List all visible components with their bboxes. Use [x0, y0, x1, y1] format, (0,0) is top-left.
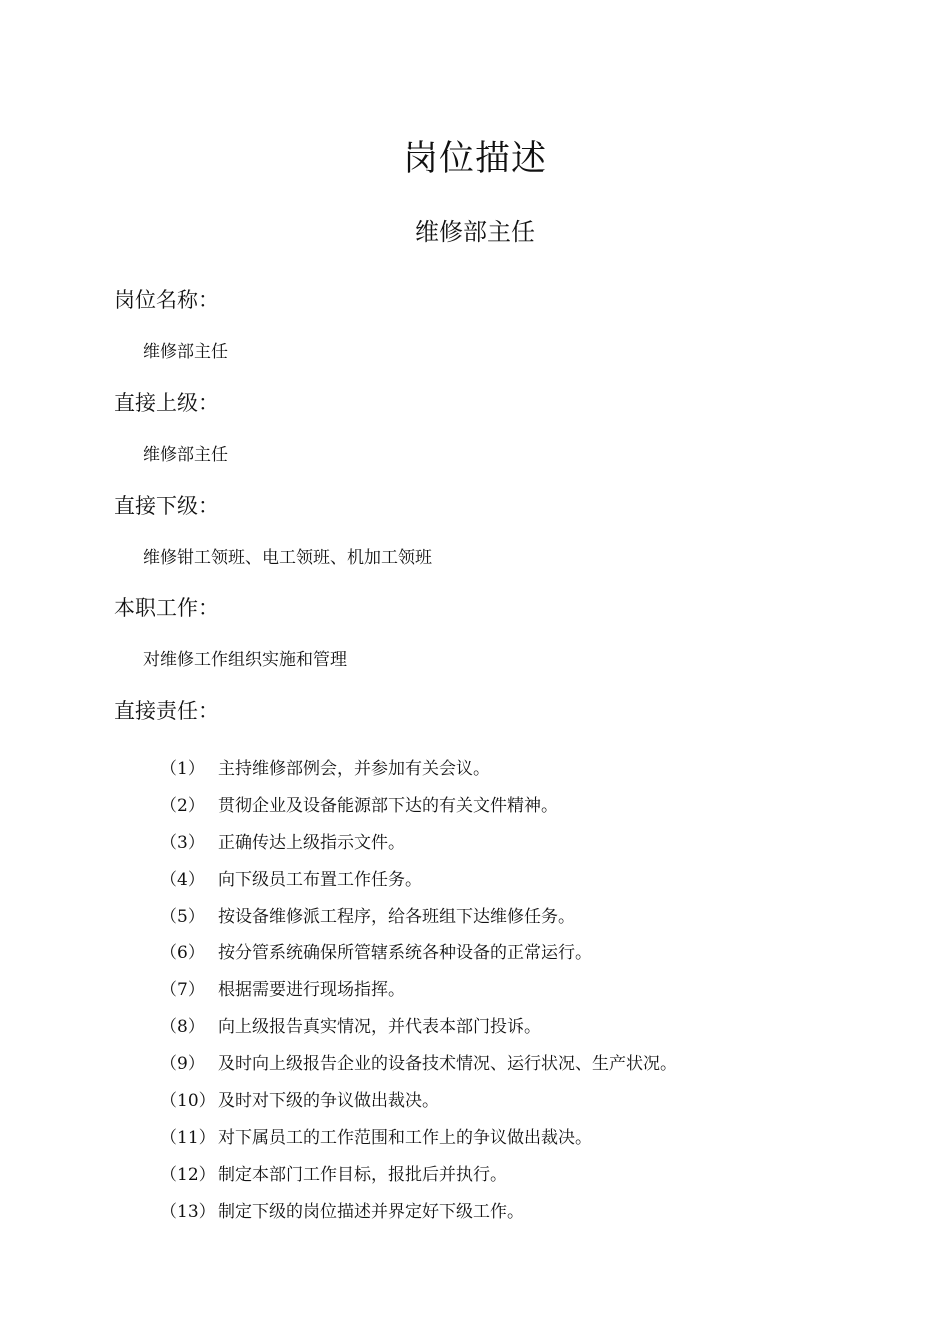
section-heading-direct-superior: 直接上级： — [114, 391, 219, 415]
list-item — [160, 748, 677, 785]
list-item-text: 正确传达上级指示文件。 — [218, 832, 405, 853]
section-body-direct-subordinates: 维修钳工领班、电工领班、机加工领班 — [143, 548, 432, 568]
section-heading-direct-subordinates: 直接下级： — [114, 494, 219, 518]
list-item-number: （6） — [160, 943, 205, 964]
list-item — [160, 1154, 677, 1191]
section-heading-direct-responsibilities: 直接责任： — [114, 699, 219, 723]
list-item-text: 贯彻企业及设备能源部下达的有关文件精神。 — [218, 795, 558, 816]
list-item — [160, 785, 677, 822]
list-item-number: （10） — [160, 1090, 216, 1111]
list-item-text: 及时对下级的争议做出裁决。 — [218, 1090, 439, 1111]
list-item-text: 按设备维修派工程序，给各班组下达维修任务。 — [218, 906, 575, 927]
list-item — [160, 1006, 677, 1043]
list-item-number: （11） — [160, 1127, 216, 1148]
list-item-text: 制定下级的岗位描述并界定好下级工作。 — [218, 1201, 524, 1222]
list-item — [160, 969, 677, 1006]
list-item-number: （9） — [160, 1054, 205, 1075]
list-item-number: （2） — [160, 795, 205, 816]
list-item — [160, 896, 677, 933]
document-subtitle: 维修部主任 — [415, 218, 535, 246]
list-item — [160, 1191, 677, 1228]
section-heading-position-name: 岗位名称： — [114, 288, 219, 312]
list-item — [160, 1080, 677, 1117]
list-item-text: 根据需要进行现场指挥。 — [218, 980, 405, 1001]
list-item-number: （12） — [160, 1164, 216, 1185]
list-item — [160, 932, 677, 969]
list-item-text: 向下级员工布置工作任务。 — [218, 869, 422, 890]
list-item-number: （1） — [160, 758, 205, 779]
list-item-number: （4） — [160, 869, 205, 890]
section-heading-core-duty: 本职工作： — [114, 596, 219, 620]
list-item — [160, 1117, 677, 1154]
list-item-text: 及时向上级报告企业的设备技术情况、运行状况、生产状况。 — [218, 1054, 677, 1075]
list-item-number: （8） — [160, 1017, 205, 1038]
list-item-number: （3） — [160, 832, 205, 853]
list-item-text: 制定本部门工作目标，报批后并执行。 — [218, 1164, 507, 1185]
document-title: 岗位描述 — [402, 139, 547, 179]
responsibilities-list — [160, 748, 677, 1228]
list-item-number: （5） — [160, 906, 205, 927]
list-item-number: （13） — [160, 1201, 216, 1222]
list-item — [160, 822, 677, 859]
section-body-core-duty: 对维修工作组织实施和管理 — [143, 650, 347, 670]
list-item-text: 对下属员工的工作范围和工作上的争议做出裁决。 — [218, 1127, 592, 1148]
list-item-number: （7） — [160, 980, 205, 1001]
list-item-text: 按分管系统确保所管辖系统各种设备的正常运行。 — [218, 943, 592, 964]
list-item-text: 向上级报告真实情况，并代表本部门投诉。 — [218, 1017, 541, 1038]
list-item-text: 主持维修部例会，并参加有关会议。 — [218, 758, 490, 779]
list-item — [160, 1043, 677, 1080]
section-body-direct-superior: 维修部主任 — [143, 445, 228, 465]
list-item — [160, 859, 677, 896]
section-body-position-name: 维修部主任 — [143, 342, 228, 362]
